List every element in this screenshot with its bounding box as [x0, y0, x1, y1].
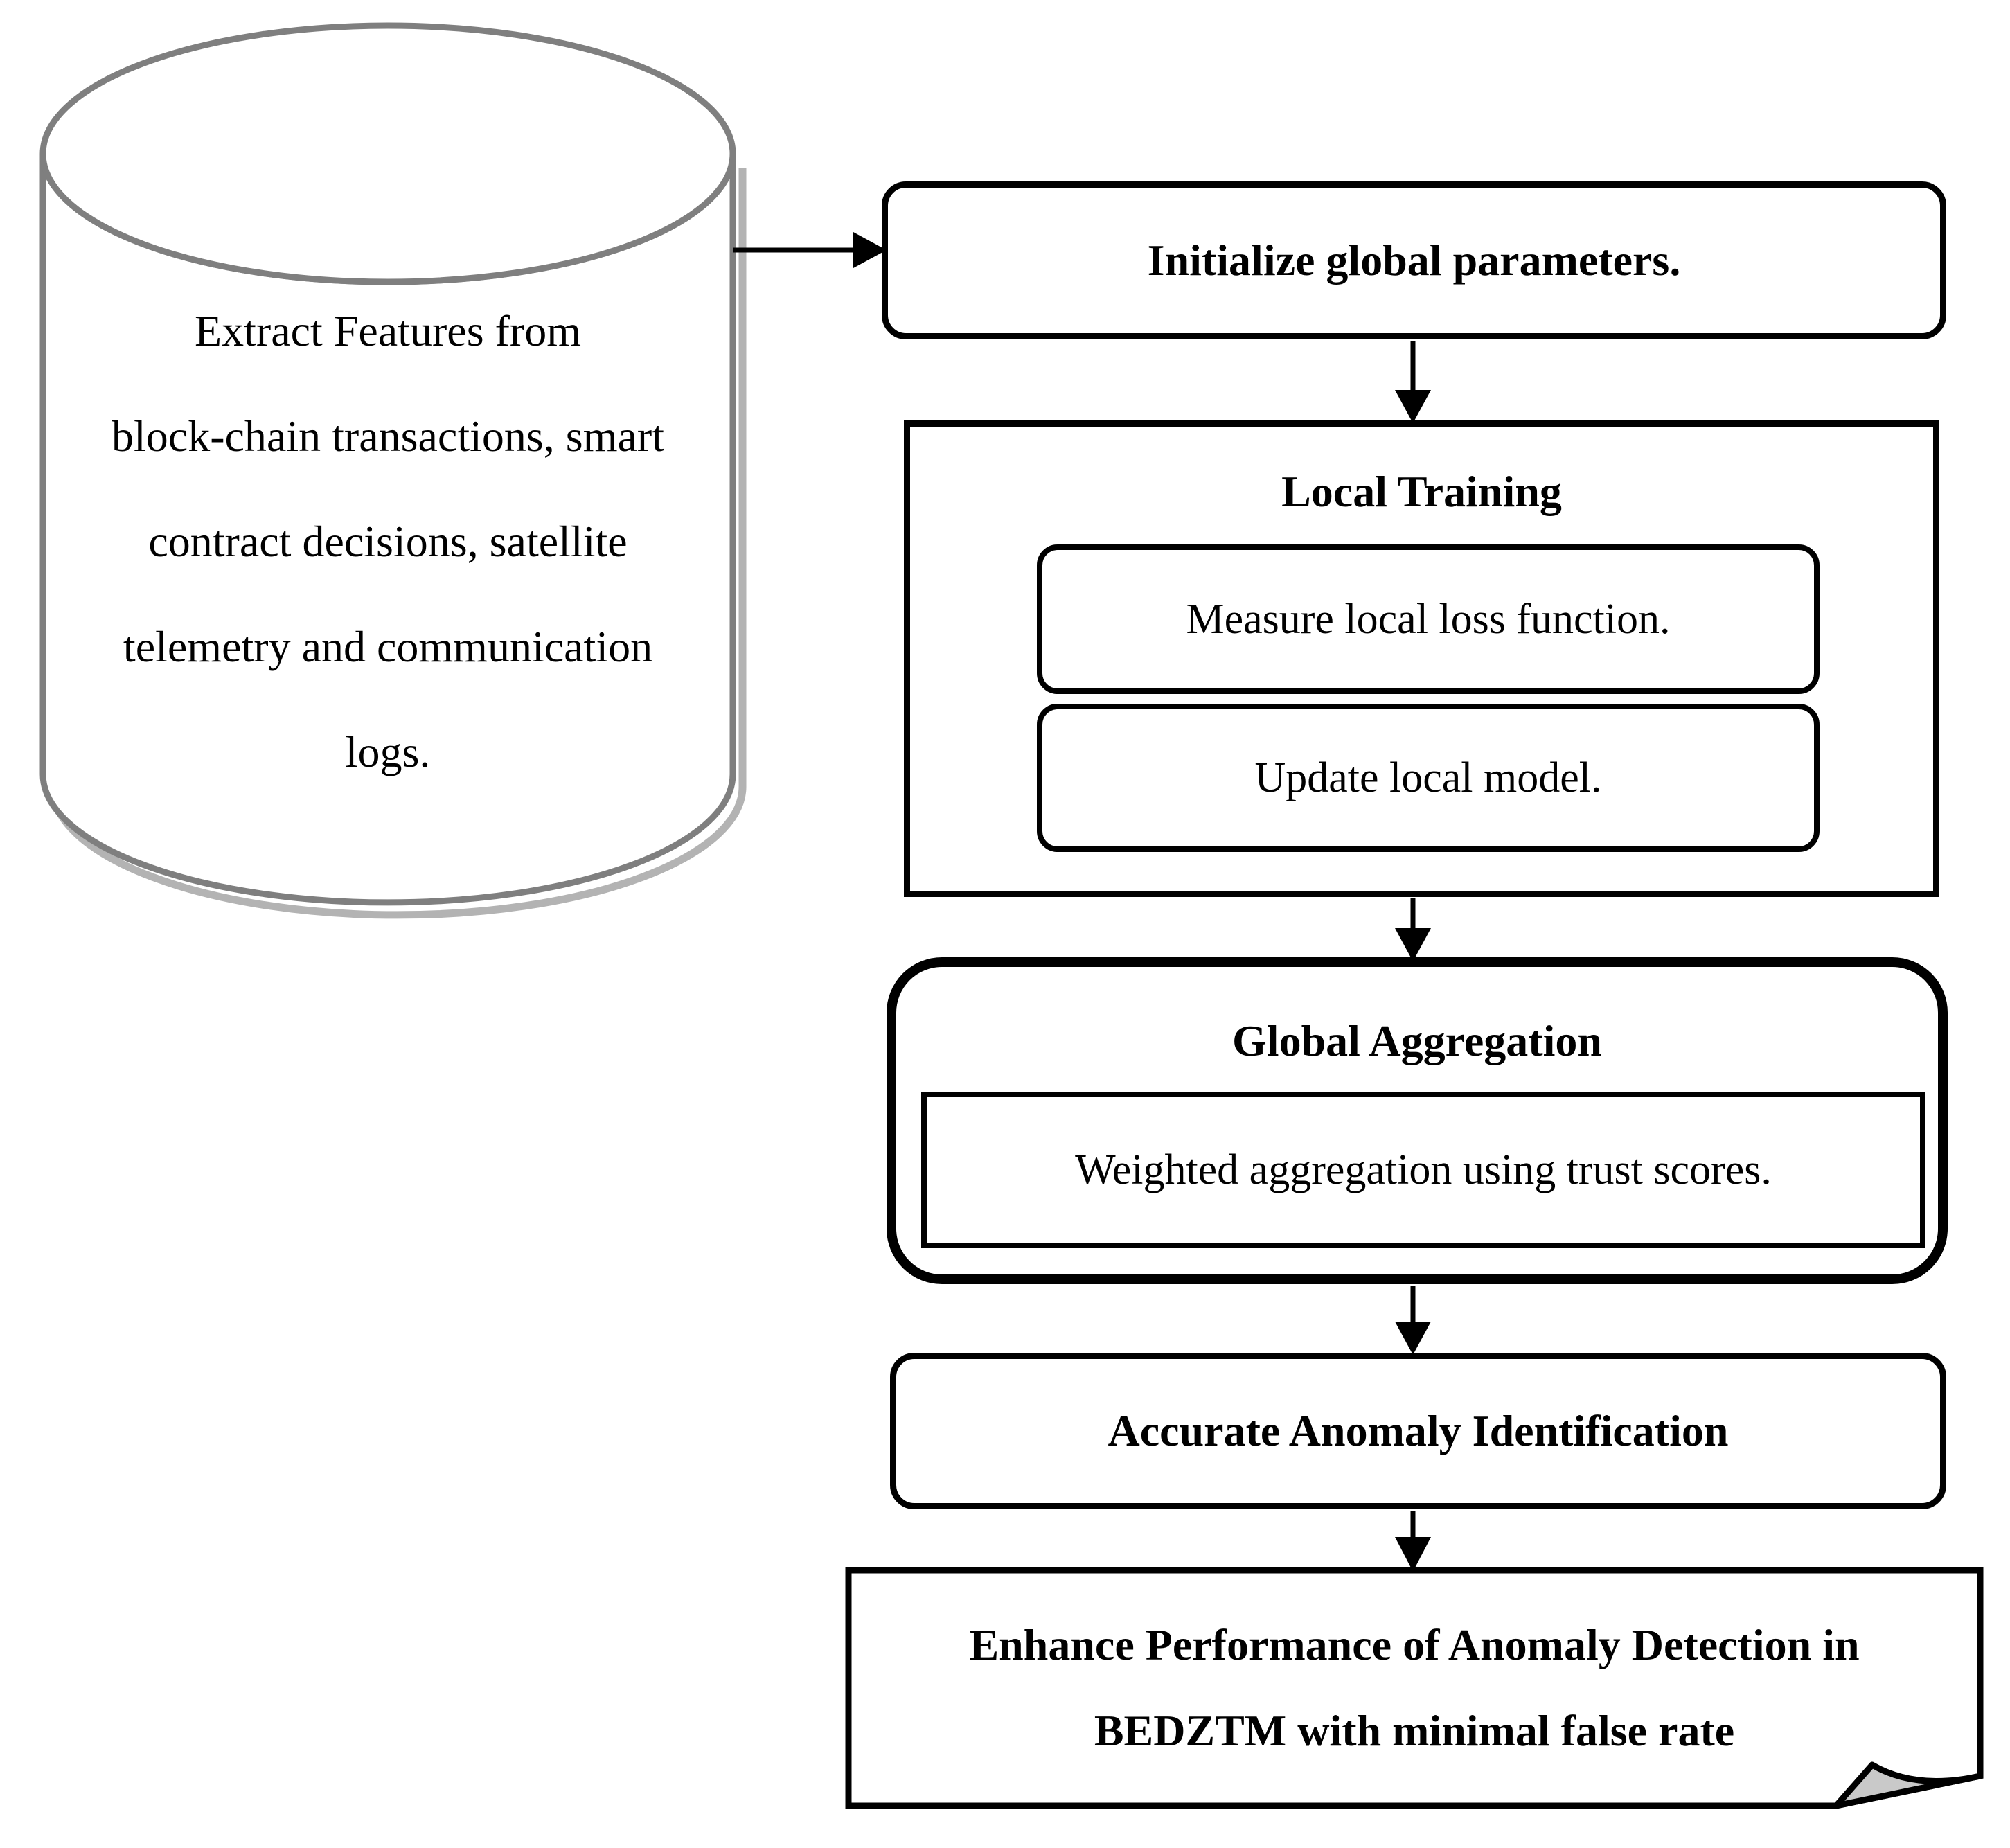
measure-loss-step — [1037, 544, 1820, 694]
global-aggregation-title — [887, 1008, 1948, 1074]
outcome-note-text — [866, 1577, 1963, 1799]
global-aggregation-title-label: Global Aggregation — [1232, 1015, 1602, 1065]
arrow-global-to-identification — [1395, 1286, 1431, 1355]
initialize-step — [882, 181, 1946, 339]
anomaly-identification-step — [890, 1353, 1946, 1509]
database-text-line: telemetry and communication — [123, 622, 653, 671]
database-text-line: contract decisions, satellite — [148, 517, 628, 566]
database-text-line: logs. — [345, 727, 431, 776]
measure-loss-step-label: Measure local loss function. — [1186, 595, 1671, 643]
database-text-line: block-chain transactions, smart — [112, 411, 664, 461]
outcome-note-line: Enhance Performance of Anomaly Detection in — [969, 1620, 1860, 1669]
arrow-initialize-to-local — [1395, 341, 1431, 423]
outcome-note-line: BEDZTM with minimal false rate — [1094, 1706, 1735, 1755]
database-text-line: Extract Features from — [195, 306, 581, 355]
initialize-step-label: Initialize global parameters. — [1147, 236, 1681, 285]
arrow-identification-to-outcome — [1395, 1511, 1431, 1572]
database-text — [64, 278, 712, 805]
arrow-local-to-global — [1395, 898, 1431, 961]
anomaly-identification-step-label: Accurate Anomaly Identification — [1108, 1406, 1729, 1455]
local-training-title-label: Local Training — [1281, 466, 1562, 516]
update-model-step — [1037, 704, 1820, 852]
weighted-aggregation-step — [921, 1092, 1925, 1248]
weighted-aggregation-step-label: Weighted aggregation using trust scores. — [1075, 1146, 1772, 1193]
arrow-db-to-initialize — [733, 232, 887, 268]
local-training-title — [904, 459, 1939, 524]
update-model-step-label: Update local model. — [1254, 754, 1602, 801]
